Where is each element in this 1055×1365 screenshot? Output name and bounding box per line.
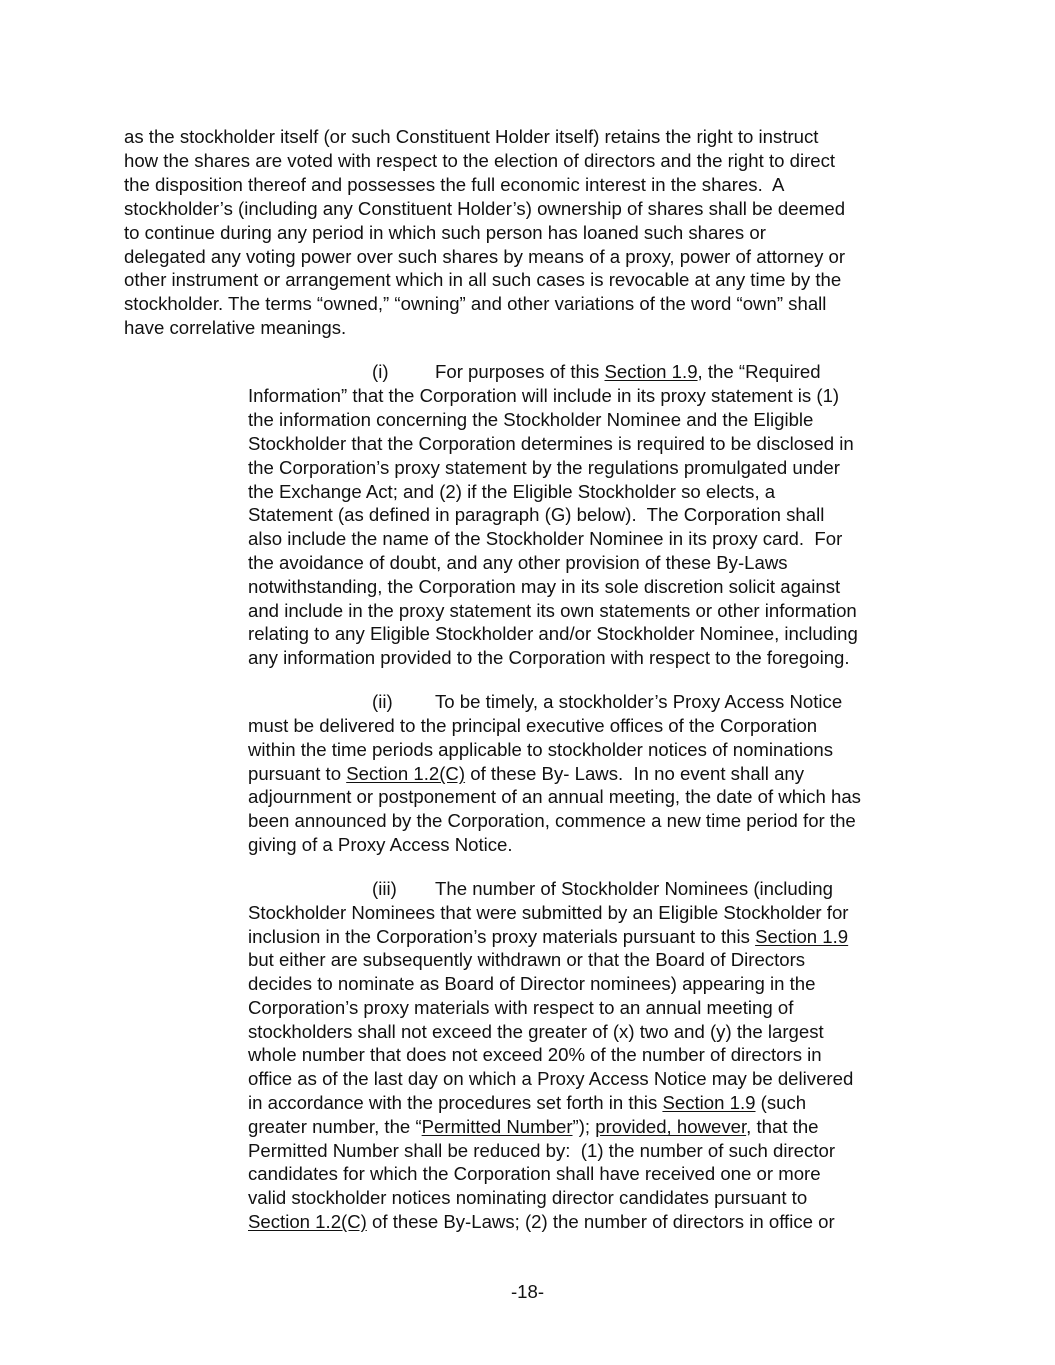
para-iii-marker: (iii) [372,878,397,899]
para-ii-line: must be delivered to the principal executive offices of the Corporation [248,715,818,736]
para-i-line: also include the name of the Stockholder Nominee in its proxy card. For [248,528,843,549]
para-ii-line: within the time periods applicable to stockholder notices of nominations [248,739,833,760]
para-i-text: For purposes of this [435,361,605,382]
section-1-9-reference: Section 1.9 [755,926,849,947]
para-iii-line: but either are subsequently withdrawn or that the Board of Directors [248,949,806,970]
para-i-line: the information concerning the Stockholder Nominee and the Eligible [248,409,814,430]
para-i-line: relating to any Eligible Stockholder and/or Stockholder Nominee, including [248,623,858,644]
para-i-line: the avoidance of doubt, and any other provision of these By-Laws [248,552,788,573]
para-i-line: Information” that the Corporation will include in its proxy statement is (1) [248,385,840,406]
para-iii-line: candidates for which the Corporation shall have received one or more [248,1163,821,1184]
opening-paragraph-line: to continue during any period in which such person has loaned such shares or [124,222,766,243]
para-iii-line: whole number that does not exceed 20% of the number of directors in [248,1044,822,1065]
para-i-line: Stockholder that the Corporation determines is required to be disclosed in [248,433,854,454]
para-iii-line15 [248,1210,835,1234]
para-iii-line11 [248,1115,819,1139]
para-iii-line: Corporation’s proxy materials with respect to an annual meeting of [248,997,794,1018]
section-1-9-reference: Section 1.9 [662,1092,756,1113]
para-ii-marker: (ii) [372,691,393,712]
para-i-line: any information provided to the Corporation with respect to the foregoing. [248,647,850,668]
opening-paragraph-line: the disposition thereof and possesses the full economic interest in the shares. A [124,174,785,195]
opening-paragraph-line: stockholder’s (including any Constituent Holder’s) ownership of shares shall be deemed [124,198,846,219]
para-iii-line: valid stockholder notices nominating director candidates pursuant to [248,1187,808,1208]
opening-paragraph-line: other instrument or arrangement which in all such cases is revocable at any time by the [124,269,842,290]
para-i-marker: (i) [372,361,389,382]
para-ii-text: pursuant to [248,763,347,784]
para-i-line: the Exchange Act; and (2) if the Eligible Stockholder so elects, a [248,481,776,502]
para-iii-line3 [248,925,848,949]
para-ii-line: To be timely, a stockholder’s Proxy Access Notice [435,691,843,712]
para-iii-text: greater number, the “ [248,1116,422,1137]
para-ii-line: been announced by the Corporation, commence a new time period for the [248,810,856,831]
para-iii-text: inclusion in the Corporation’s proxy materials pursuant to this [248,926,756,947]
opening-paragraph-line: stockholder. The terms “owned,” “owning” and other variations of the word “own” shall [124,293,827,314]
para-iii-text: in accordance with the procedures set forth in this [248,1092,663,1113]
para-i-line: notwithstanding, the Corporation may in its sole discretion solicit against [248,576,841,597]
para-iii-line: Stockholder Nominees that were submitted by an Eligible Stockholder for [248,902,849,923]
para-i-line1 [435,360,821,384]
para-iii-line: decides to nominate as Board of Director nominees) appearing in the [248,973,816,994]
section-1-9-reference: Section 1.9 [604,361,698,382]
para-ii-line4 [248,762,804,786]
page-number: -18- [510,1281,545,1302]
para-ii-line: giving of a Proxy Access Notice. [248,834,513,855]
section-1-2c-reference: Section 1.2(C) [248,1211,367,1232]
para-iii-line: The number of Stockholder Nominees (including [435,878,833,899]
para-iii-text: ”); [572,1116,596,1137]
para-ii-line: adjournment or postponement of an annual meeting, the date of which has [248,786,861,807]
section-1-2c-reference: Section 1.2(C) [346,763,466,784]
opening-paragraph-line: delegated any voting power over such shares by means of a proxy, power of attorney or [124,246,846,267]
para-iii-line: office as of the last day on which a Proxy Access Notice may be delivered [248,1068,854,1089]
para-i-line: Statement (as defined in paragraph (G) below). The Corporation shall [248,504,825,525]
opening-paragraph-line: have correlative meanings. [124,317,347,338]
para-i-line: the Corporation’s proxy statement by the regulations promulgated under [248,457,840,478]
para-iii-line: stockholders shall not exceed the greater of (x) two and (y) the largest [248,1021,824,1042]
permitted-number-term: Permitted Number [421,1116,573,1137]
para-iii-text: (such [755,1092,807,1113]
para-iii-line: Permitted Number shall be reduced by: (1) the number of such director [248,1140,836,1161]
para-iii-line10 [248,1091,806,1115]
opening-paragraph-line: as the stockholder itself (or such Constituent Holder itself) retains the right to instruct [124,126,819,147]
para-iii-text: of these By-Laws; (2) the number of directors in office or [366,1211,835,1232]
para-i-line: and include in the proxy statement its own statements or other information [248,600,857,621]
opening-paragraph-line: how the shares are voted with respect to the election of directors and the right to direct [124,150,836,171]
para-ii-text: of these By- Laws. In no event shall any [465,763,805,784]
para-iii-text: , that the [746,1116,819,1137]
provided-however-term: provided, however [595,1116,747,1137]
para-i-text: , the “Required [697,361,821,382]
